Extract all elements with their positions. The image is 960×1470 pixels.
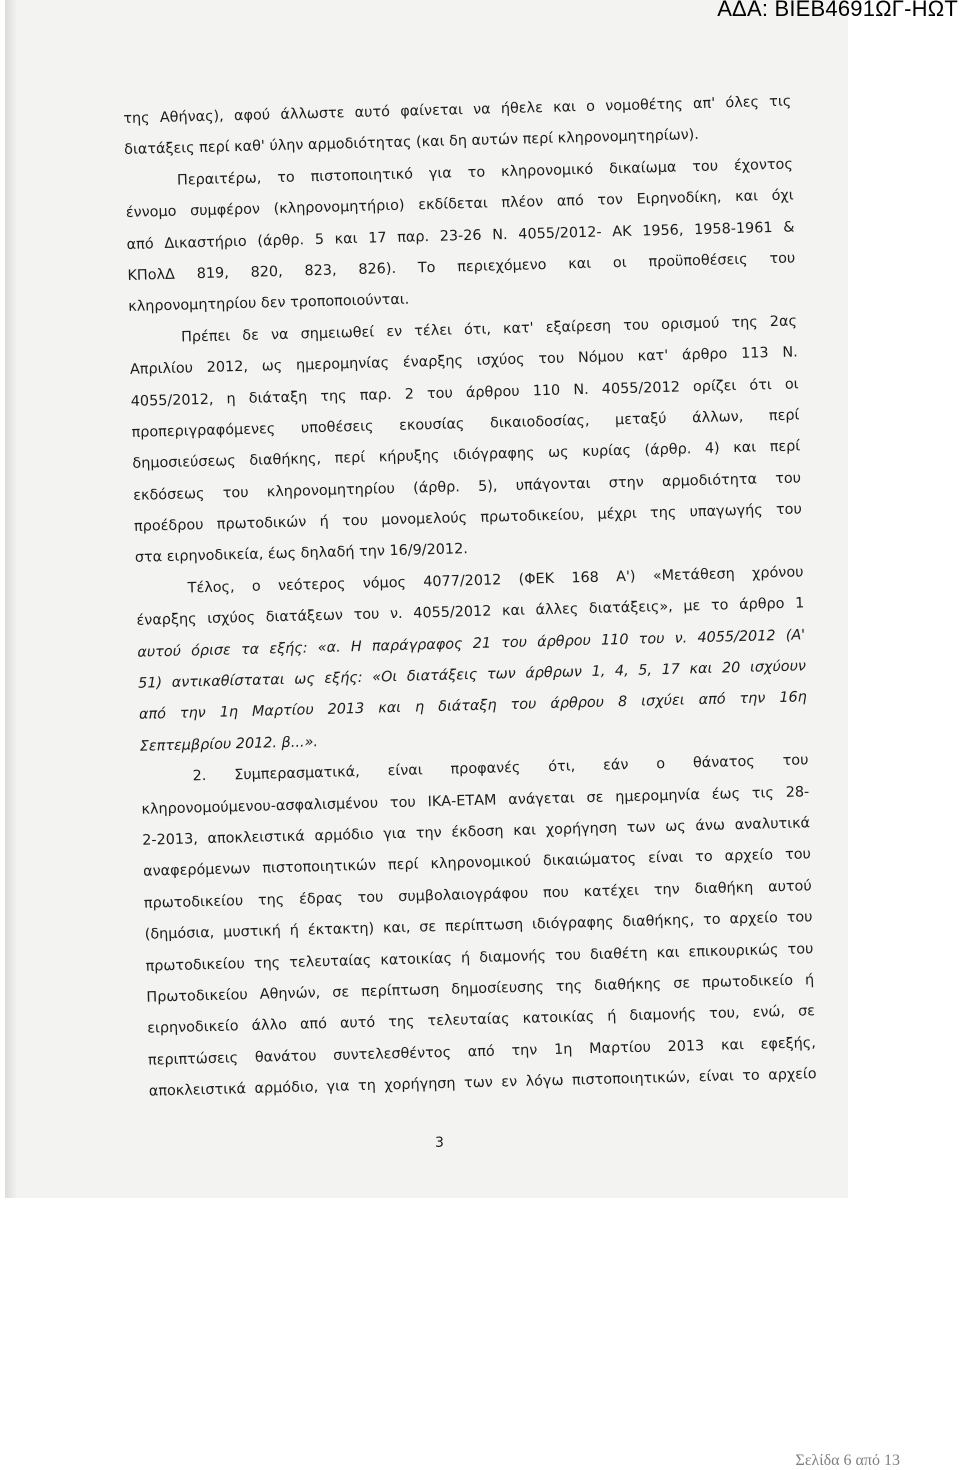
document-line: ειρηνοδικείο άλλο από αυτό της τελευταίας κατοικίας ή διαμονής του, ενώ, σε	[147, 1003, 816, 1038]
document-line: της Αθήνας), αφού άλλωστε αυτό φαίνεται να ήθελε και ο νομοθέτης απ' όλες τις	[123, 93, 792, 127]
document-line: πρωτοδικείου της τελευταίας κατοικίας ή διαμονής του διαθέτη και επικουρικώς του	[145, 940, 814, 975]
document-line: ΚΠολΔ 819, 820, 823, 826). Το περιεχόμενο και οι προϋποθέσεις του	[127, 250, 796, 284]
ada-code: ΑΔΑ: ΒΙΕΒ4691ΩΓ-ΗΩΤ	[717, 0, 958, 21]
document-line: Περαιτέρω, το πιστοποιητικό για το κληρονομικό δικαίωμα του έχοντος	[176, 156, 794, 189]
document-line: κληρονομητηρίου δεν τροποποιούνται.	[128, 291, 410, 316]
document-line: Πρωτοδικείου Αθηνών, σε περίπτωση δημοσίευσης της διαθήκης σε πρωτοδικείο ή	[146, 972, 815, 1006]
document-line: Τέλος, ο νεότερος νόμος 4077/2012 (ΦΕΚ 168 Α') «Μετάθεση χρόνου	[187, 564, 804, 597]
document-line: περιπτώσεις θανάτου συντελεσθέντος από την 1η Μαρτίου 2013 και εφεξής,	[147, 1034, 817, 1069]
document-line: Απριλίου 2012, ως ημερομηνίας έναρξης ισχύος του Νόμου κατ' άρθρο 113 Ν.	[129, 344, 798, 379]
document-line: προέδρου πρωτοδικών ή του μονομελούς πρωτοδικείου, μέχρι της υπαγωγής του	[133, 501, 803, 535]
document-line: Σεπτεμβρίου 2012. β...».	[139, 733, 319, 755]
document-line: στα ειρηνοδικεία, έως δηλαδή την 16/9/2012.	[134, 541, 469, 567]
document-line: αυτού όρισε τα εξής: «α. Η παράγραφος 21 του άρθρου 110 του ν. 4055/2012 (Α'	[137, 626, 806, 661]
document-line: από την 1η Μαρτίου 2013 και η διάταξη του άρθρου 8 ισχύει από την 16η	[138, 689, 807, 724]
footer-page-label: Σελίδα 6 από 13	[795, 1452, 900, 1469]
document-line: έννομο συμφέρον (κληρονομητήριο) εκδίδεται πλέον από τον Ειρηνοδίκη, και όχι	[125, 187, 794, 222]
document-line: 2. Συμπερασματικά, είναι προφανές ότι, εάν ο θάνατος του	[192, 752, 809, 785]
document-line: έναρξης ισχύος διατάξεων του ν. 4055/2012 και άλλες διατάξεις», με το άρθρο 1	[136, 595, 805, 630]
document-line: 51) αντικαθίσταται ως εξής: «Οι διατάξεις των άρθρων 1, 4, 5, 17 και 20 ισχύουν	[137, 658, 807, 692]
document-line: 2-2013, αποκλειστικά αρμόδιο για την έκδοση και χορήγηση των ως άνω αναλυτικά	[142, 815, 811, 849]
scan-page-number: 3	[435, 1135, 444, 1151]
document-line: από Δικαστήριο (άρθρ. 5 και 17 παρ. 23-26 Ν. 4055/2012- ΑΚ 1956, 1958-1961 &	[126, 219, 795, 253]
scanned-page	[5, 0, 848, 1198]
document-line: δημοσιεύσεως διαθήκης, περί κήρυξης ιδιόγραφης ως κυρίας (άρθρ. 4) και περί	[132, 438, 801, 473]
document-line: αποκλειστικά αρμόδιο, για τη χορήγηση των εν λόγω πιστοποιητικών, είναι το αρχείο	[148, 1066, 817, 1100]
scan-edge-shadow	[5, 0, 17, 1198]
document-line: 4055/2012, η διάταξη της παρ. 2 του άρθρου 110 Ν. 4055/2012 ορίζει ότι οι	[130, 375, 799, 410]
document-line: διατάξεις περί καθ' ύλην αρμοδιότητας (και δη αυτών περί κληρονομητηρίων).	[124, 127, 700, 159]
document-line: Πρέπει δε να σημειωθεί εν τέλει ότι, κατ' εξαίρεση του ορισμού της 2ας	[180, 313, 798, 346]
document-body	[123, 87, 817, 1109]
document-line: κληρονομούμενου-ασφαλισμένου του ΙΚΑ-ΕΤΑΜ ανάγεται σε ημερομηνία έως τις 28-	[141, 783, 810, 818]
document-line: προπεριγραφόμενες υποθέσεις εκουσίας δικαιοδοσίας, μεταξύ άλλων, περί	[131, 407, 800, 441]
document-line: πρωτοδικείου της έδρας του συμβολαιογράφου που κατέχει την διαθήκη αυτού	[143, 878, 812, 912]
document-line: αναφερόμενων πιστοποιητικών περί κληρονομικού δικαιώματος είναι το αρχείο του	[142, 846, 812, 881]
document-line: (δημόσια, μυστική ή έκτακτη) και, σε περίπτωση ιδιόγραφης διαθήκης, το αρχείο του	[144, 909, 813, 943]
document-line: εκδόσεως του κληρονομητηρίου (άρθρ. 5), υπάγονται στην αρμοδιότητα του	[133, 470, 802, 504]
